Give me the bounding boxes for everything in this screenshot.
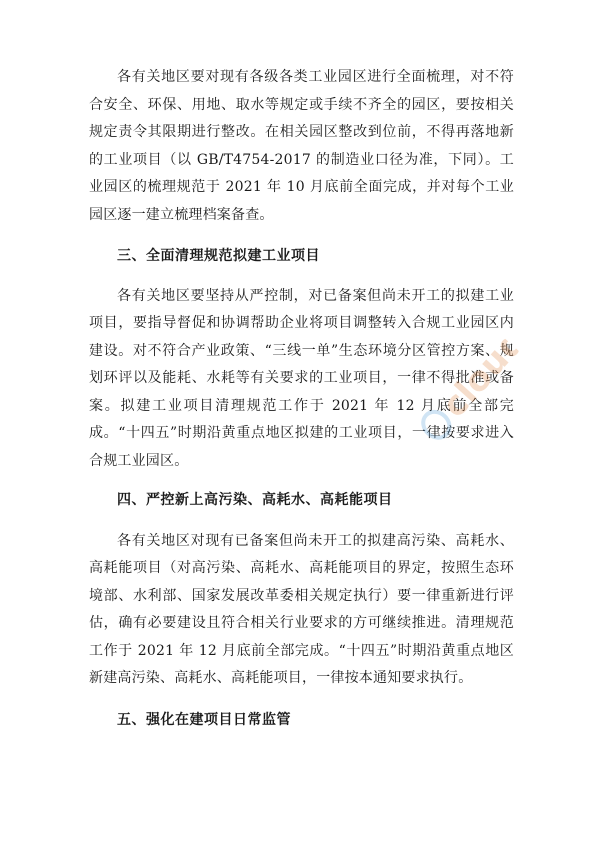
paragraph-planned-projects: 各有关地区要坚持从严控制，对已备案但尚未开工的拟建工业项目，要指导督促和协调帮助企业将项目调整转入合规工业园区内建设。对不符合产业政策、“三线一单”生态环境分区管控方案、规划环评以及能耗、水耗等有关要求的工业项目，一律不得批准或备案。拟建工业项目清理规范工作于 2021 年 12 月底前全部完成。“十四五”时期沿黄重点地区拟建的工业项目，一律按要求进入合规工业园区。 (89, 287, 514, 469)
watermark-text: cloud (434, 321, 534, 426)
section-heading-4: 四、严控新上高污染、高耗水、高耗能项目 (117, 492, 393, 508)
section-heading-3: 三、全面清理规范拟建工业项目 (117, 248, 320, 264)
paragraph-industrial-parks: 各有关地区要对现有各级各类工业园区进行全面梳理，对不符合安全、环保、用地、取水等规定或手续不齐全的园区，要按相关规定责令其限期进行整改。在相关园区整改到位前，不得再落地新的工业项目（以 GB/T4754-2017 的制造业口径为准，下同）。工业园区的梳理规范于 2021 年 10 月底前全面完成，并对每个工业园区逐一建立梳理档案备查。 (89, 69, 514, 223)
paragraph-high-pollution-projects: 各有关地区对现有已备案但尚未开工的拟建高污染、高耗水、高耗能项目（对高污染、高耗水、高耗能项目的界定，按照生态环境部、水利部、国家发展改革委相关规定执行）要一律重新进行评估，确有必要建设且符合相关行业要求的方可继续推进。清理规范工作于 2021 年 12 月底前全部完成。“十四五”时期沿黄重点地区新建高污染、高耗水、高耗能项目，一律按本通知要求执行。 (89, 532, 514, 686)
section-heading-5: 五、强化在建项目日常监管 (117, 711, 291, 728)
